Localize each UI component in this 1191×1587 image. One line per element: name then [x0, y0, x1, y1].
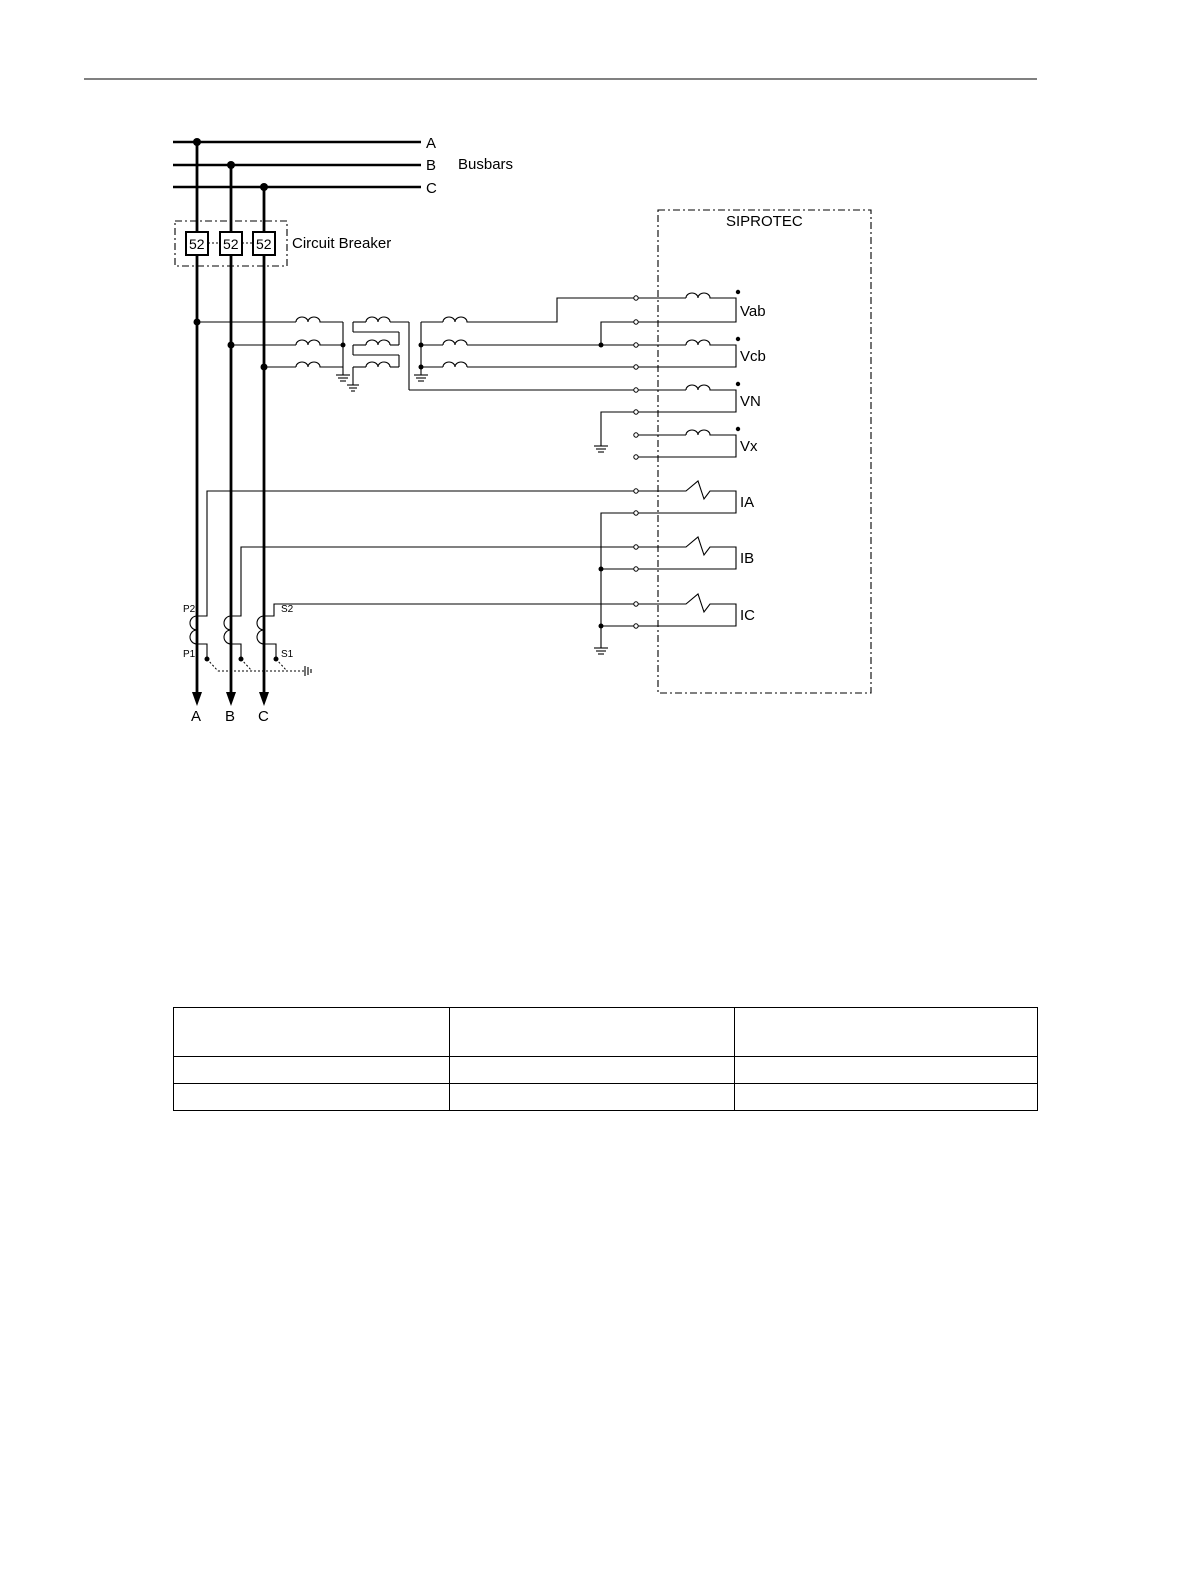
out-a-label: A	[191, 708, 202, 725]
vx-label: Vx	[740, 438, 758, 455]
p2-label: P2	[183, 604, 196, 615]
voltage-transformer	[194, 298, 637, 452]
current-inputs	[636, 481, 755, 626]
table-cell	[450, 1084, 735, 1111]
data-table	[173, 1007, 1038, 1111]
busbars	[173, 135, 513, 197]
table-header-row	[174, 1008, 1038, 1057]
vn-label: VN	[740, 393, 761, 410]
table-cell	[450, 1057, 735, 1084]
table-cell	[174, 1008, 450, 1057]
p1-label: P1	[183, 649, 196, 660]
arrow-down-icon	[192, 692, 202, 706]
bus-a-label: A	[426, 135, 437, 152]
table-cell	[174, 1084, 450, 1111]
voltage-inputs	[636, 290, 766, 457]
table-cell	[174, 1057, 450, 1084]
arrow-down-icon	[226, 692, 236, 706]
bus-c-label: C	[426, 180, 437, 197]
circuit-breaker-label: Circuit Breaker	[292, 235, 392, 252]
table-row	[174, 1084, 1038, 1111]
out-c-label: C	[258, 708, 269, 725]
circuit-breaker	[175, 221, 391, 266]
vcb-label: Vcb	[740, 348, 766, 365]
ic-label: IC	[740, 607, 755, 624]
siprotec-device	[634, 210, 871, 693]
current-transformers	[183, 491, 636, 676]
vab-label: Vab	[740, 303, 766, 320]
s1-label: S1	[281, 649, 294, 660]
table-cell	[735, 1084, 1038, 1111]
out-b-label: B	[225, 708, 236, 725]
breaker-a-label: 52	[189, 236, 205, 252]
arrow-down-icon	[259, 692, 269, 706]
bus-b-label: B	[426, 157, 437, 174]
s2-label: S2	[281, 604, 294, 615]
breaker-b-label: 52	[223, 236, 239, 252]
table-row	[174, 1057, 1038, 1084]
terminals	[634, 296, 638, 628]
table-cell	[735, 1057, 1038, 1084]
busbars-label: Busbars	[458, 156, 514, 173]
ib-label: IB	[740, 550, 755, 567]
table-cell	[735, 1008, 1038, 1057]
breaker-c-label: 52	[256, 236, 272, 252]
device-label: SIPROTEC	[726, 213, 803, 230]
table-cell	[450, 1008, 735, 1057]
ia-label: IA	[740, 494, 755, 511]
